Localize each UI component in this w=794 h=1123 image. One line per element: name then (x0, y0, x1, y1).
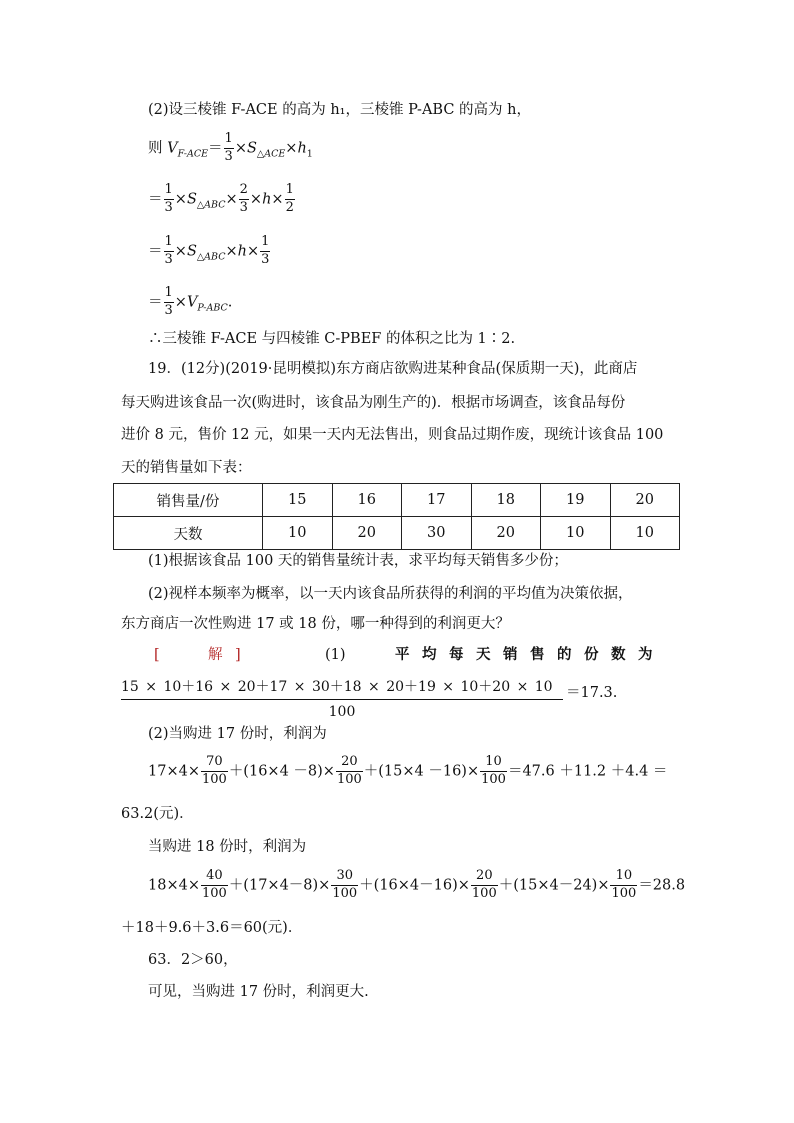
q19-intro-line4: 天的销售量如下表： (121, 460, 252, 476)
v-symbol: V (186, 294, 198, 311)
fraction-one-third: $\frac{1}{3}$ (164, 285, 173, 318)
fraction-20-100: $\frac{20}{100}$ (471, 868, 497, 901)
table-row (114, 484, 680, 517)
expr-text: ＋(15×4 －16)× (363, 763, 480, 780)
q19-sub1: (1)根据该食品 100 天的销售量统计表，求平均每天销售多少份； (148, 553, 568, 569)
q19-intro-line3: 进价 8 元，售价 12 元，如果一天内无法售出，则食品过期作废，现统计该食品 100 (121, 427, 664, 443)
volume-formula-line4 (148, 286, 232, 319)
times: × (174, 191, 187, 208)
equals: ＝ (148, 294, 163, 311)
p18-intro: 当购进 18 份时，利润为 (148, 839, 307, 855)
s-subscript-abc: △ABC (196, 199, 226, 211)
table-cell: 15 (263, 484, 333, 517)
times: × (225, 191, 238, 208)
fraction-one-third: $\frac{1}{3}$ (164, 234, 173, 267)
table-cell: 19 (541, 484, 611, 517)
final-conclusion: 可见，当购进 17 份时，利润更大. (148, 984, 369, 1000)
part1-label: (1) (325, 647, 346, 663)
table-row (114, 517, 680, 550)
p17-expression (148, 755, 667, 788)
equals: ＝ (148, 191, 163, 208)
fraction-40-100: $\frac{40}{100}$ (201, 868, 227, 901)
s-subscript-ace: △ACE (256, 148, 286, 160)
part1-text: 平均每天销售的份数为 (395, 646, 665, 663)
times: × (271, 191, 284, 208)
h-symbol: h (237, 243, 247, 260)
expr-text: 17×4× (148, 763, 200, 780)
ze-text: 则 (148, 140, 163, 157)
solution-tag-word: 解 (208, 647, 223, 663)
volume-formula-line2 (148, 183, 296, 216)
q19-intro-line2: 每天购进该食品一次(购进时，该食品为刚生产的)．根据市场调查，该食品每份 (121, 395, 626, 411)
expr-text: 18×4× (148, 877, 200, 894)
table-cell: 20 (471, 517, 541, 550)
s-subscript-abc: △ABC (196, 251, 226, 263)
fraction-20-100: $\frac{20}{100}$ (336, 754, 362, 787)
fraction-10-100: $\frac{10}{100}$ (481, 754, 506, 787)
fraction-one-third: $\frac{1}{3}$ (261, 234, 270, 267)
times: × (234, 140, 247, 157)
p18-expression (148, 869, 685, 902)
h1-symbol: h (297, 140, 307, 157)
p18-result: ＋18＋9.6＋3.6＝60(元)． (121, 920, 303, 936)
q19-intro-line1: 19．(12分)(2019·昆明模拟)东方商店欲购进某种食品(保质期一天)，此商店 (148, 361, 638, 377)
s-symbol: S (246, 140, 257, 157)
expr-text: ＋(15×4－24)× (498, 877, 610, 894)
p17-intro: (2)当购进 17 份时，利润为 (148, 726, 327, 742)
h-symbol: h (262, 191, 272, 208)
average-fraction (121, 676, 563, 720)
h1-subscript: 1 (306, 148, 313, 160)
v-symbol: V (167, 140, 178, 157)
times: × (249, 191, 263, 208)
fraction-70-100: $\frac{70}{100}$ (201, 754, 227, 787)
table-cell: 18 (471, 484, 541, 517)
times: × (246, 243, 260, 260)
volume-formula-line1 (148, 132, 313, 165)
expr-text: ＝47.6 ＋11.2 ＋4.4 ＝ (507, 763, 668, 780)
equals: ＝ (148, 243, 163, 260)
p17-result: 63.2(元)． (121, 806, 194, 822)
solution-tag-close: ] (235, 647, 241, 663)
part2-conclusion: ∴三棱锥 F-ACE 与四棱锥 C-PBEF 的体积之比为 1∶2. (148, 331, 516, 347)
table-cell: 17 (402, 484, 472, 517)
fraction-one-third: $\frac{1}{3}$ (224, 131, 233, 164)
part2-setup: (2)设三棱锥 F-ACE 的高为 h₁，三棱锥 P-ABC 的高为 h， (148, 102, 531, 118)
times: × (174, 243, 187, 260)
s-symbol: S (186, 243, 197, 260)
fraction-one-half: $\frac{1}{2}$ (285, 182, 294, 215)
s-symbol: S (186, 191, 197, 208)
times: × (285, 140, 298, 157)
expr-text: ＋(16×4－16)× (359, 877, 470, 894)
table-cell: 10 (263, 517, 333, 550)
q19-sub2-line1: (2)视样本频率为概率，以一天内该食品所获得的利润的平均值为决策依据， (148, 586, 633, 602)
expr-text: ＋(17×4－8)× (228, 877, 331, 894)
volume-formula-line3 (148, 235, 271, 268)
times: × (174, 294, 187, 311)
equals: ＝ (208, 140, 223, 157)
fraction-two-thirds: $\frac{2}{3}$ (239, 182, 248, 215)
expr-text: ＝28.8 (638, 877, 686, 894)
comparison: 63．2＞60， (148, 952, 238, 968)
table-cell: 20 (332, 517, 402, 550)
v-subscript-pabc: P-ABC (197, 302, 228, 314)
table-header-days: 天数 (114, 517, 263, 550)
table-cell: 16 (332, 484, 402, 517)
v-subscript-face: F-ACE (177, 148, 209, 160)
table-cell: 10 (541, 517, 611, 550)
fraction-30-100: $\frac{30}{100}$ (332, 868, 358, 901)
q19-sub2-line2: 东方商店一次性购进 17 或 18 份，哪一种得到的利润更大？ (121, 616, 510, 632)
table-header-sales: 销售量/份 (114, 484, 263, 517)
sales-table (113, 483, 680, 550)
fraction-one-third: $\frac{1}{3}$ (164, 182, 173, 215)
average-numerator: 15 × 10＋16 × 20＋17 × 30＋18 × 20＋19 × 10＋20 × 10 (121, 676, 563, 700)
table-cell: 20 (610, 484, 680, 517)
table-cell: 30 (402, 517, 472, 550)
solution-tag-open: [ (154, 647, 160, 663)
average-result: ＝17.3. (566, 685, 618, 701)
fraction-10-100: $\frac{10}{100}$ (611, 868, 637, 901)
expr-text: ＋(16×4 －8)× (228, 763, 335, 780)
table-cell: 10 (610, 517, 680, 550)
period: . (227, 294, 233, 311)
times: × (225, 243, 238, 260)
average-denominator: 100 (328, 704, 356, 720)
